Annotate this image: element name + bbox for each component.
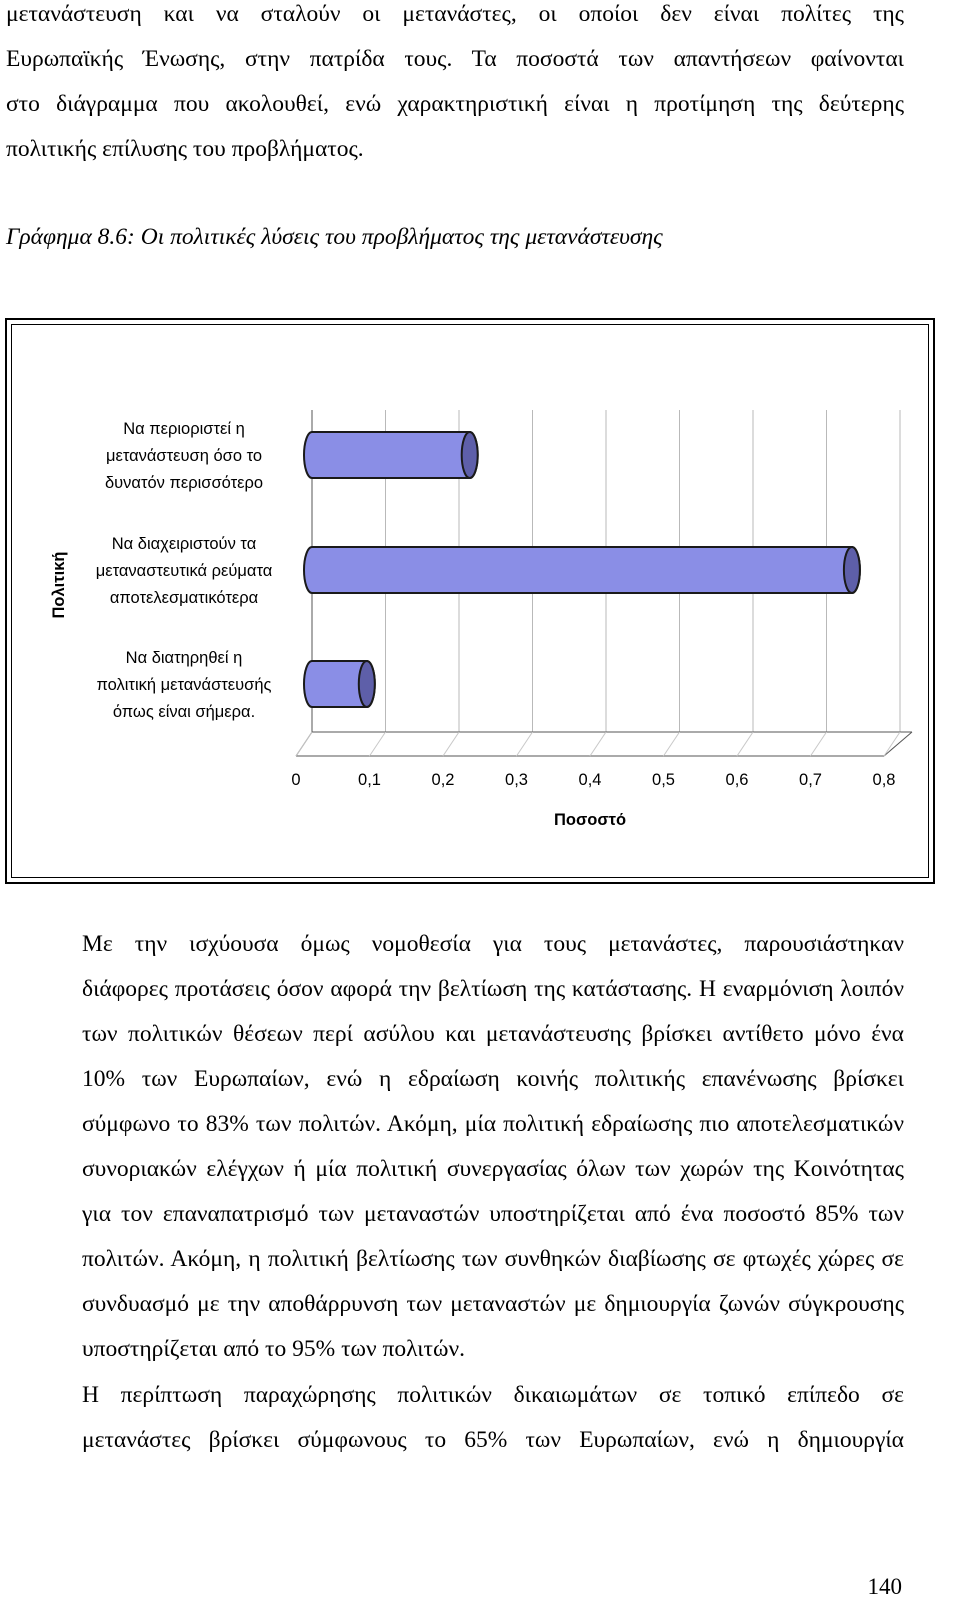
category-label [96, 535, 273, 607]
text-line: πολιτικής επίλυσης του προβλήματος. [6, 136, 364, 162]
chart-labels [50, 420, 895, 829]
x-tick-label: 0,6 [725, 771, 749, 789]
category-label-line: δυνατόν περισσότερο [104, 474, 264, 492]
bar-cap [462, 432, 478, 478]
x-tick-label: 0,4 [578, 771, 602, 789]
figure-caption: Γράφημα 8.6: Οι πολιτικές λύσεις του προβλήματος της μετανάστευσης [6, 224, 663, 250]
category-label-line: πολιτική μετανάστευσής [96, 676, 272, 694]
floor-gridline [296, 732, 312, 756]
text-line: υποστηρίζεται από το 95% των πολιτών. [82, 1336, 465, 1362]
bar-cap [844, 547, 860, 593]
text-line: Ευρωπαϊκής Ένωσης, στην πατρίδα τους. Τα ποσοστά των απαντήσεων φαίνονται [6, 46, 904, 72]
floor-gridline [590, 732, 606, 756]
floor-gridline [737, 732, 753, 756]
x-tick-label: 0,2 [431, 771, 455, 789]
text-line: μετανάστευση και να σταλούν οι μετανάστες, οι οποίοι δεν είναι πολίτες της [6, 1, 904, 27]
category-label [97, 649, 272, 721]
body-paragraph-2 [6, 1373, 904, 1463]
floor-gridline [443, 732, 459, 756]
category-label-line: μεταναστευτικά ρεύματα [95, 562, 273, 580]
bar-body [304, 432, 478, 478]
text-line: πολιτών. Ακόμη, η πολιτική βελτίωσης των συνθηκών διαβίωσης σε φτωχές χώρες σε [82, 1246, 904, 1272]
bar-cap [359, 661, 375, 707]
text-line: Με την ισχύουσα όμως νομοθεσία για τους μετανάστες, παρουσιάστηκαν [82, 931, 904, 957]
page-number: 140 [867, 1574, 902, 1599]
floor-gridline [664, 732, 680, 756]
category-label-line: αποτελεσματικότερα [109, 589, 259, 607]
body-paragraph-1 [6, 922, 904, 1372]
category-label-line: όπως είναι σήμερα. [112, 703, 256, 721]
bar-body [304, 547, 860, 593]
category-label-line: μετανάστευση όσο το [105, 447, 263, 465]
y-axis-title: Πολιτική [50, 551, 68, 619]
category-label [105, 420, 263, 492]
x-tick-label: 0,1 [358, 771, 381, 789]
bar [304, 432, 478, 478]
floor-gridline [811, 732, 827, 756]
category-label-line: Να διαχειριστούν τα [111, 535, 257, 553]
bar [304, 661, 375, 707]
text-line: 10% των Ευρωπαίων, ενώ η εδραίωση κοινής πολιτικής επανένωσης βρίσκει [82, 1066, 904, 1092]
text-line: Η περίπτωση παραχώρησης πολιτικών δικαιωμάτων σε τοπικό επίπεδο σε [82, 1382, 904, 1408]
category-label-line: Να διατηρηθεί η [125, 649, 243, 667]
x-tick-label: 0 [291, 771, 301, 789]
bar [304, 547, 860, 593]
text-line: των πολιτικών θέσεων περί ασύλου και μετανάστευσης βρίσκει αντίθετο μόνο ένα [82, 1021, 904, 1047]
text-line: διάφορες προτάσεις όσον αφορά την βελτίωση της κατάστασης. Η εναρμόνιση λοιπόν [82, 976, 904, 1002]
chart-bars [304, 432, 860, 707]
text-line: σύμφωνο το 83% των πολιτών. Ακόμη, μία πολιτική εδραίωσης πιο αποτελεσματικών [82, 1111, 904, 1137]
text-line: μετανάστες βρίσκει σύμφωνους το 65% των Ευρωπαίων, ενώ η δημιουργία [82, 1427, 904, 1453]
x-tick-label: 0,7 [799, 771, 822, 789]
text-line: στο διάγραμμα που ακολουθεί, ενώ χαρακτηριστική είναι η προτίμηση της δεύτερης [6, 91, 904, 117]
x-tick-label: 0,3 [505, 771, 528, 789]
category-label-line: Να περιοριστεί η [123, 420, 245, 438]
text-line: για τον επαναπατρισμό των μεταναστών υποστηρίζεται από ένα ποσοστό 85% των [82, 1201, 904, 1227]
x-tick-label: 0,8 [872, 771, 896, 789]
x-tick-label: 0,5 [652, 771, 675, 789]
text-line: συνοριακών ελέγχων ή μία πολιτική συνεργασίας όλων των χωρών της Κοινότητας [82, 1156, 904, 1182]
floor-gridline [370, 732, 386, 756]
x-axis-title: Ποσοστό [553, 811, 627, 829]
floor-gridline [517, 732, 533, 756]
text-line: συνδυασμό με την αποθάρρυνση των μεταναστών με δημιουργία ζωνών σύγκρουσης [82, 1291, 904, 1317]
